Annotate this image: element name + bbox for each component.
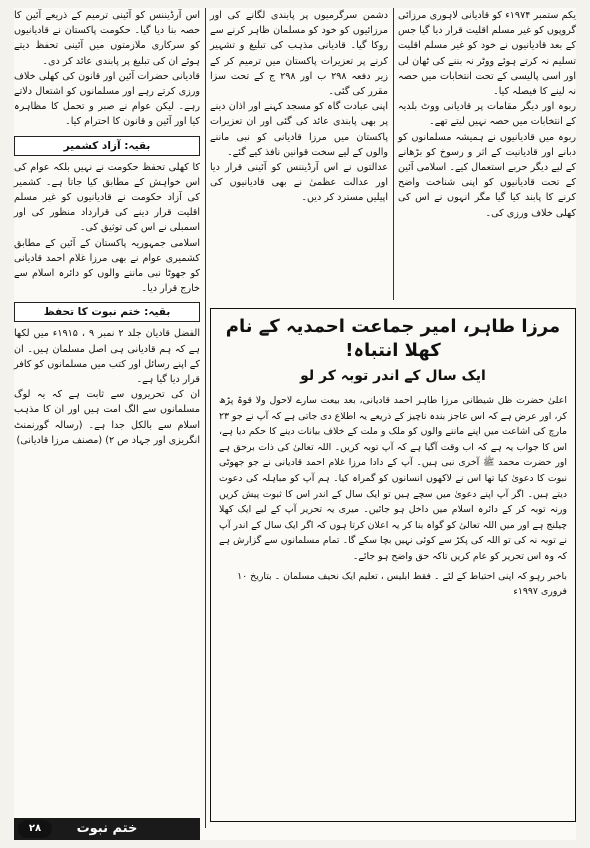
notice-title: مرزا طاہر، امیر جماعت احمدیہ کے نام کھلا انتباہ! [225,316,561,361]
notice-header [219,315,567,363]
paragraph: دشمن سرگرمیوں پر پابندی لگانے کی اور مرزائیوں کو خود کو مسلمان ظاہر کرنے سے روکا گیا۔ قادیانی مذہب کی تبلیغ و تشہیر کرنے پر تعزیرات پاکستان میں ترمیم کر کے زیر دفعہ ۲۹۸ ب اور ۲۹۸ ج کے تحت سزا مقرر کی گئی۔ [210,10,388,98]
paragraph: اس آرڈیننس کو آئینی ترمیم کے ذریعے آئین کا حصہ بنا دیا گیا۔ حکومت پاکستان نے قادیانیوں کو سرکاری ملازمتوں میں آئینی تحفظ دیتے ہوئے ان کی تبلیغ پر پابندی عائد کر دی۔ [14,10,200,67]
paragraph: اپنی عبادت گاہ کو مسجد کہنے اور اذان دینے پر بھی پابندی عائد کی گئی اور ان تعزیرات پاکستان میں مرزا قادیانی کو نبی ماننے والوں کے لیے سخت قوانین نافذ کیے گئے۔ [210,101,388,158]
paragraph: اسلامی جمہوریہ پاکستان کے آئین کے مطابق کشمیری عوام نے بھی مرزا غلام احمد قادیانی کو جھوٹا نبی ماننے والوں کو دائرہ اسلام سے خارج قرار دیا۔ [14,237,200,295]
column-divider [205,8,206,828]
paragraph: ربوہ میں قادیانیوں نے ہمیشہ مسلمانوں کو دبانے اور قادیانیت کے اثر و رسوخ کو بڑھانے کے لیے دیگر حربے استعمال کیے۔ اسلامی آئین کے تحت قادیانیوں کو اپنی شناخت واضح کرنے کا پابند کیا گیا مگر انہوں نے اس کی کھلی خلاف ورزی کی۔ [398,131,576,219]
column-divider [393,8,394,300]
khatm-e-nubuwwat-logo: ختم نبوت [14,818,200,840]
paragraph: قادیانی حضرات آئین اور قانون کی کھلی خلاف ورزی کرتے رہے اور مسلمانوں کو اشتعال دلاتے رہے۔ لیکن عوام نے صبر و تحمل کا مظاہرہ کیا اور آئین و قانون کا احترام کیا۔ [14,70,200,128]
paragraph: کا کھلی تحفظ حکومت نے نہیں بلکہ عوام کی اس خواہش کے مطابق کیا جاتا ہے۔ کشمیر کی آزاد حکومت نے قادیانیوں کو غیر مسلم اقلیت قرار دینے کی قرارداد منظور کی اور اسمبلی نے اس کی توثیق کی۔ [14,161,200,234]
notice-subtitle: ایک سال کے اندر توبہ کر لو [300,368,486,384]
open-warning-notice [210,308,576,822]
notice-body: اعلیٰ حضرت ظل شیطانی مرزا طاہر احمد قادیانی، بعد بیعت سارے لاحول ولا قوۃ پڑھ کر، اور عرض ہے کہ اس عاجز بندہ ناچیز کے ذریعے یہ اطلاع دی جاتی ہے کہ آپ نے جو ۲۳ مارچ کی اشاعت میں اپنے ماننے والوں کو ملک و ملت کے خلاف بیانات دینے کا حکم دیا ہے، اس کا جواب یہ ہے کہ اب وقت آگیا ہے کہ آپ توبہ کریں۔ اللہ تعالیٰ کی ذات برحق ہے اور حضرت محمد ﷺ آخری نبی ہیں۔ آپ کے دادا مرزا غلام احمد قادیانی نے جو جھوٹی نبوت کا دعویٰ کیا تھا اس نے لاکھوں انسانوں کو گمراہ کیا۔ ہم آپ کو مباہلہ کی دعوت دیتے ہیں۔ اگر آپ اپنے دعویٰ میں سچے ہیں تو ایک سال کے اندر اس کا ثبوت پیش کریں ورنہ توبہ کر کے دائرہ اسلام میں داخل ہو جائیں۔ میری یہ تحریر آپ کے لیے ایک کھلا چیلنج ہے اور میں اللہ تعالیٰ کو گواہ بنا کر یہ اعلان کرتا ہوں کہ اگر ایک سال کے اندر آپ نے توبہ نہ کی تو اللہ کی پکڑ سے کوئی نہیں بچا سکے گا۔ تمام مسلمانوں سے گزارش ہے کہ وہ اس تحریر کو عام کریں تاکہ حق واضح ہو جائے۔ [219,395,567,562]
continued-section-heading: بقیہ: آزاد کشمیر [14,136,200,156]
paragraph: ان کی تحریروں سے ثابت ہے کہ یہ لوگ مسلمانوں سے الگ امت ہیں اور ان کا مذہب اسلام سے بالکل جدا ہے۔ (رسالہ گورنمنٹ انگریزی اور جہاد ص ۲) (مصنف مرزا قادیانی) [14,389,200,446]
paragraph: الفضل قادیان جلد ۲ نمبر ۹ ، ۱۹۱۵ء میں لکھا ہے کہ ہم قادیانی ہی اصل مسلمان ہیں۔ ان کے اپنے رسائل اور کتب میں مسلمانوں کو کافر قرار دیا گیا ہے۔ [14,328,200,386]
article-column-right [398,8,576,298]
paragraph: ربوہ اور دیگر مقامات پر قادیانی ووٹ بلدیہ کے انتخابات میں حصہ نہیں لیتے تھے۔ [398,101,576,128]
notice-footer: باخبر رہو کہ اپنی احتیاط کے لئے ۔ فقط ابلیس ، تعلیم ایک نحیف مسلمان ۔ بتاریخ ۱۰ فروری ۱۹۹۷ء [237,570,567,597]
article-column-middle [210,8,388,298]
continued-section-heading: بقیہ: ختم نبوت کا تحفظ [14,302,200,322]
page-number: ۲۸ [18,820,52,838]
article-column-left [14,8,200,840]
paragraph: یکم ستمبر ۱۹۷۴ء کو قادیانی لاہوری مرزائی گروپوں کو غیر مسلم اقلیت قرار دیا گیا جس کے بعد قادیانیوں نے خود کو غیر مسلم اقلیت تسلیم نہ کرتے ہوئے ووٹر نہ بننے کی ٹھان لی اور اسی پالیسی کے تحت انتخابات میں حصہ نہ لینے کا فیصلہ کیا۔ [398,10,576,98]
newspaper-page [14,8,576,840]
paragraph: عدالتوں نے اس آرڈیننس کو آئینی قرار دیا اور عدالت عظمیٰ نے بھی قادیانیوں کی اپیلیں مسترد کر دیں۔ [210,162,388,204]
